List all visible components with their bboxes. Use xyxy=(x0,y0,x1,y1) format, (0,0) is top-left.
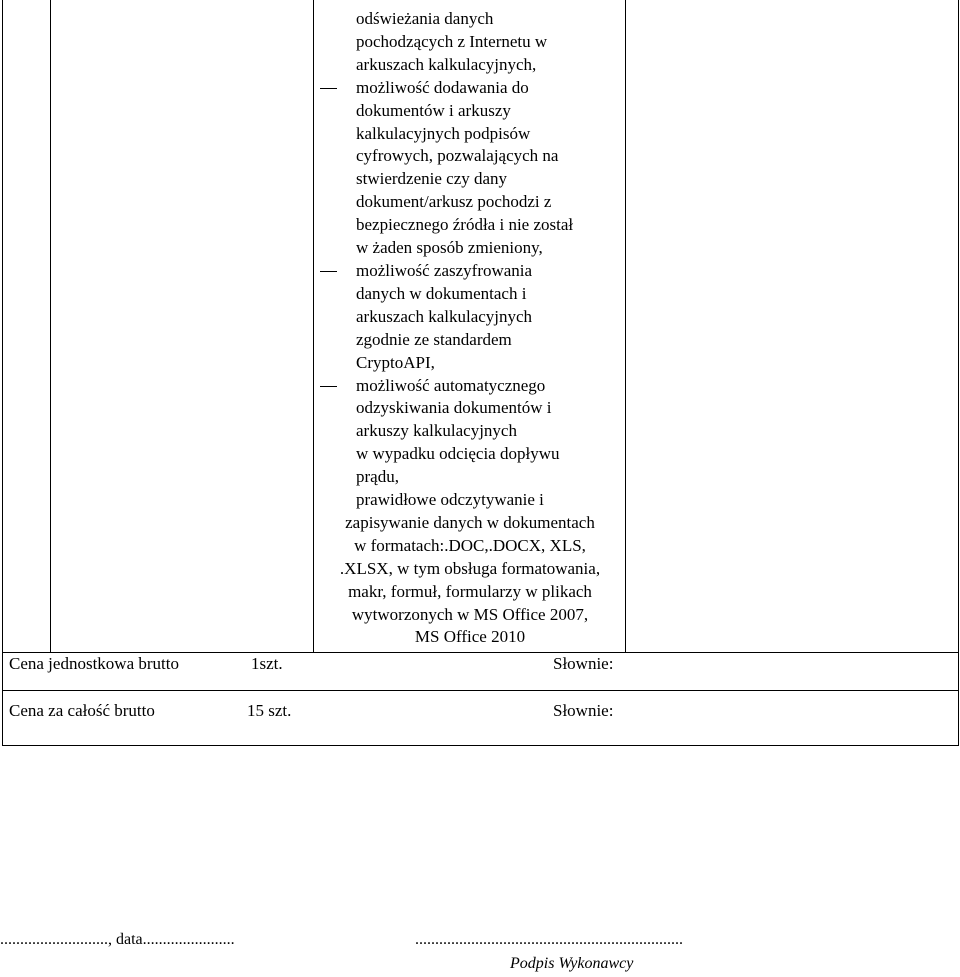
description-line-text: arkuszy kalkulacyjnych xyxy=(356,421,517,441)
description-line-text: prawidłowe odczytywanie i xyxy=(356,490,544,510)
description-line xyxy=(320,31,620,54)
description-line-text: prądu, xyxy=(356,467,399,487)
description-line-text: arkuszach kalkulacyjnych xyxy=(356,306,533,326)
bullet-dash-icon xyxy=(320,88,337,89)
description-line xyxy=(320,306,620,329)
description-line xyxy=(320,54,620,77)
product-description xyxy=(320,8,620,649)
description-line-text: CryptoAPI, xyxy=(356,352,435,372)
price-row-divider xyxy=(2,690,959,691)
description-line-text: w wypadku odcięcia dopływu xyxy=(356,444,560,464)
table-bottom-border xyxy=(2,745,959,746)
price-row-top-border xyxy=(625,652,959,653)
column-divider-1 xyxy=(50,0,51,652)
unit-price-in-words-label: Słownie: xyxy=(553,654,614,673)
table-right-border xyxy=(958,0,959,745)
description-line xyxy=(320,558,620,581)
description-line-text: możliwość dodawania do xyxy=(356,77,529,97)
place-date-line: ..........................., data....................... xyxy=(0,931,235,948)
signature-dotted-line: ................................................................... xyxy=(415,931,683,948)
description-line-text: możliwość automatycznego xyxy=(356,375,546,395)
signature-label: Podpis Wykonawcy xyxy=(510,955,634,972)
description-line-text: cyfrowych, pozwalających na xyxy=(356,146,559,166)
description-line-text: danych w dokumentach i xyxy=(356,283,527,303)
description-line-text: zgodnie ze standardem xyxy=(356,329,512,349)
description-line xyxy=(320,604,620,627)
description-line-text: odświeżania danych xyxy=(356,9,494,28)
description-line-text: zapisywanie danych w dokumentach xyxy=(345,512,595,532)
description-line xyxy=(320,375,620,398)
description-line-text: kalkulacyjnych podpisów xyxy=(356,123,531,143)
description-line-text: .XLSX, w tym obsługa formatowania, xyxy=(339,558,601,578)
description-line xyxy=(320,260,620,283)
description-line-text: w formatach:.DOC,.DOCX, XLS, xyxy=(354,535,586,555)
description-line-text: w żaden sposób zmieniony, xyxy=(356,238,543,258)
description-line xyxy=(320,145,620,168)
description-line xyxy=(320,512,620,535)
description-line-text: bezpiecznego źródła i nie został xyxy=(356,215,574,235)
description-line-text: arkuszach kalkulacyjnych, xyxy=(356,54,537,74)
description-line xyxy=(320,626,620,649)
description-line-text: dokumentów i arkuszy xyxy=(356,100,511,120)
description-line xyxy=(320,443,620,466)
description-line xyxy=(320,214,620,237)
description-line xyxy=(320,489,620,512)
unit-price-label: Cena jednostkowa brutto xyxy=(9,654,179,673)
total-price-in-words-label: Słownie: xyxy=(553,701,614,720)
description-line xyxy=(320,237,620,260)
description-line xyxy=(320,168,620,191)
description-line xyxy=(320,420,620,443)
description-line xyxy=(320,8,620,31)
description-line xyxy=(320,352,620,375)
description-line xyxy=(320,100,620,123)
description-line-text: makr, formuł, formularzy w plikach xyxy=(348,581,592,601)
description-line xyxy=(320,123,620,146)
description-line xyxy=(320,466,620,489)
description-line-text: MS Office 2010 xyxy=(414,627,526,647)
description-line-text: odzyskiwania dokumentów i xyxy=(356,398,552,418)
description-line-text: stwierdzenie czy dany xyxy=(356,169,508,189)
description-line-text: wytworzonych w MS Office 2007, xyxy=(351,604,589,624)
description-line-text: dokument/arkusz pochodzi z xyxy=(356,192,552,212)
description-line xyxy=(320,535,620,558)
description-line xyxy=(320,329,620,352)
description-line xyxy=(320,397,620,420)
description-line xyxy=(320,283,620,306)
bullet-dash-icon xyxy=(320,386,337,387)
description-line-text: pochodzących z Internetu w xyxy=(356,31,548,51)
description-line-text: możliwość zaszyfrowania xyxy=(356,260,533,280)
description-line xyxy=(320,191,620,214)
total-price-label: Cena za całość brutto xyxy=(9,701,155,720)
description-line xyxy=(320,77,620,100)
description-line xyxy=(320,581,620,604)
bullet-dash-icon xyxy=(320,271,337,272)
total-quantity: 15 szt. xyxy=(247,701,292,720)
column-divider-3 xyxy=(625,0,626,652)
unit-quantity: 1szt. xyxy=(251,654,283,673)
column-divider-2 xyxy=(313,0,314,652)
table-left-border xyxy=(2,0,3,745)
